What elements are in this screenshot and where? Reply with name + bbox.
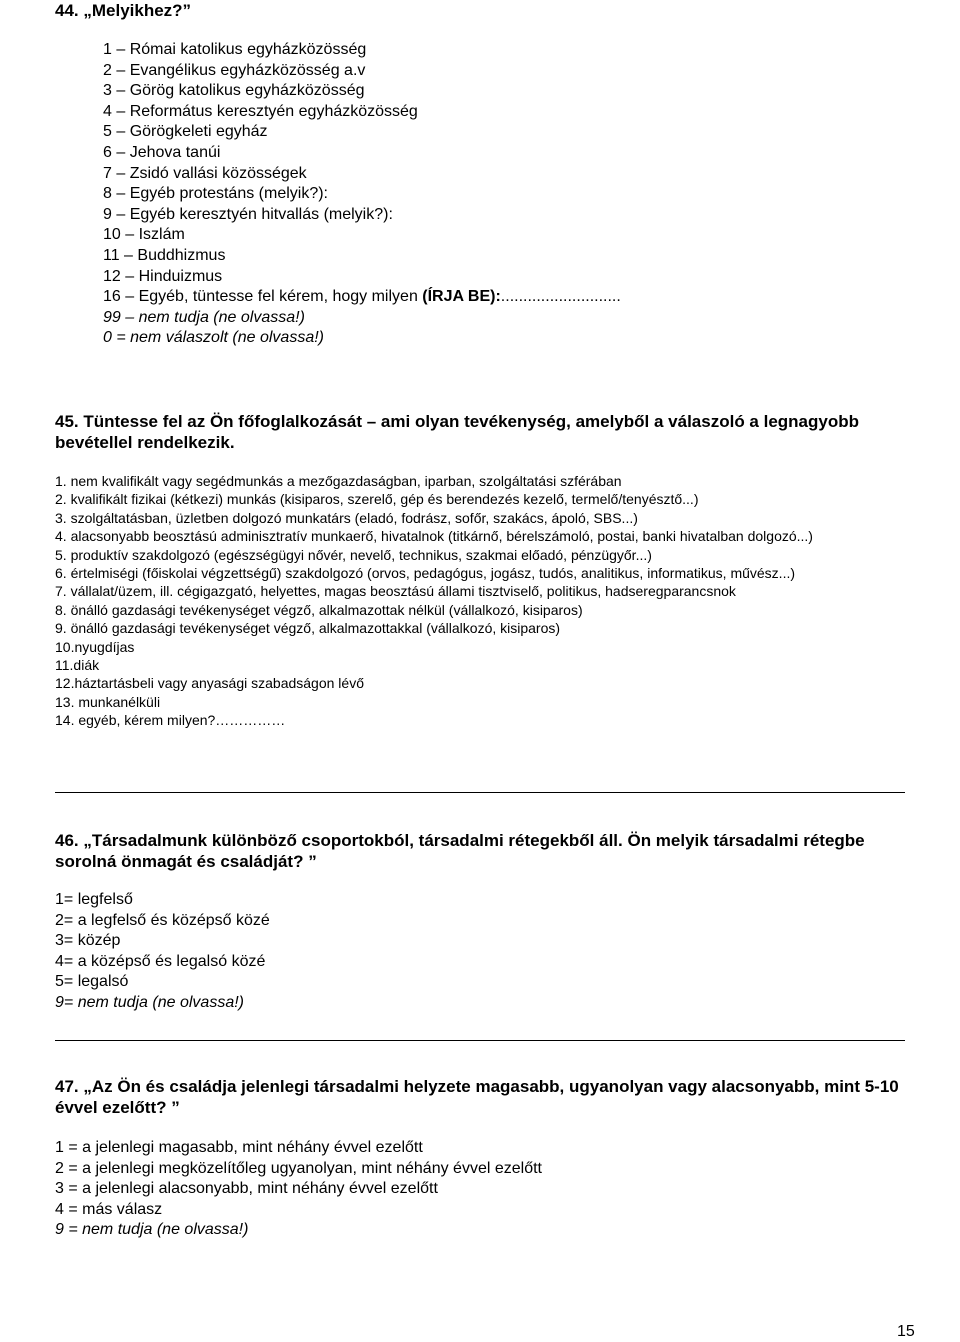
- section-divider: [55, 1040, 905, 1041]
- answer-option: 3. szolgáltatásban, üzletben dolgozó munkatárs (eladó, fodrász, sofőr, szakács, ápoló, SBS...): [55, 509, 638, 526]
- answer-option: 6 – Jehova tanúi: [103, 143, 221, 161]
- answer-option: 3= közép: [55, 932, 121, 950]
- write-in-dots: ...........................: [500, 288, 621, 306]
- answer-option: 13. munkanélküli: [55, 693, 161, 710]
- answer-option: 2= a legfelső és középső közé: [55, 911, 270, 929]
- answer-option: 4 = más válasz: [55, 1200, 163, 1218]
- section-divider: [55, 792, 905, 793]
- question-45-options: [55, 472, 900, 730]
- answer-option: 2 – Evangélikus egyházközösség a.v: [103, 61, 366, 79]
- answer-option: 10.nyugdíjas: [55, 638, 135, 655]
- answer-option: 1 = a jelenlegi magasabb, mint néhány évvel ezelőtt: [55, 1139, 423, 1156]
- answer-option: 7 – Zsidó vallási közösségek: [103, 164, 307, 182]
- answer-option: 6. értelmiségi (főiskolai végzettségű) szakdolgozó (orvos, pedagógus, jogász, tudós, analitikus, informatikus, művész...): [55, 565, 796, 582]
- page-number: 15: [897, 1323, 915, 1340]
- answer-option: 5= legalsó: [55, 973, 129, 991]
- answer-option-dont-know: 99 – nem tudja (ne olvassa!): [103, 308, 305, 326]
- question-47-title: 47. „Az Ön és családja jelenlegi társadalmi helyzete magasabb, ugyanolyan vagy alacsonyabb, mint 5-10 évvel ezelőtt? ”: [55, 1077, 899, 1117]
- question-46-title: 46. „Társadalmunk különböző csoportokból, társadalmi rétegekből áll. Ön melyik társadalmi rétegbe sorolná önmagát és családját? ”: [55, 831, 865, 871]
- answer-option: 11 – Buddhizmus: [103, 246, 226, 264]
- answer-option: 9. önálló gazdasági tevékenységet végző, alkalmazottakkal (vállalkozó, kisiparos): [55, 620, 561, 637]
- answer-option: 11.diák: [55, 657, 100, 674]
- answer-option: 1 – Római katolikus egyházközösség: [103, 41, 367, 58]
- answer-option: 3 – Görög katolikus egyházközösség: [103, 82, 365, 100]
- answer-option-other: [103, 287, 621, 308]
- answer-option: 1= legfelső: [55, 891, 133, 908]
- answer-option: 12 – Hinduizmus: [103, 267, 223, 285]
- answer-option-dont-know: 9= nem tudja (ne olvassa!): [55, 993, 244, 1011]
- answer-option: 2. kvalifikált fizikai (kétkezi) munkás (kisiparos, szerelő, gép és berendezés kezelő, termelő/tenyésztő...): [55, 491, 699, 508]
- answer-option: 4. alacsonyabb beosztású adminisztratív munkaerő, hivatalnok (titkárnő, bérelszámoló, postai, banki hivatalban dolgozó...): [55, 528, 813, 545]
- answer-option: 1. nem kvalifikált vagy segédmunkás a mezőgazdaságban, iparban, szolgáltatási szférában: [55, 473, 622, 489]
- answer-option: 7. vállalat/üzem, ill. cégigazgató, helyettes, magas beosztású állami tisztviselő, politikus, hadseregparancsnok: [55, 583, 736, 600]
- answer-option: 14. egyéb, kérem milyen?……………: [55, 712, 286, 729]
- question-47-options: [55, 1138, 542, 1241]
- answer-option-dont-know: 9 = nem tudja (ne olvassa!): [55, 1221, 249, 1239]
- answer-option-no-answer: 0 = nem válaszolt (ne olvassa!): [103, 329, 324, 347]
- answer-option: 4 – Református keresztyén egyházközösség: [103, 102, 418, 120]
- answer-option: 8 – Egyéb protestáns (melyik?):: [103, 185, 328, 203]
- answer-option: 8. önálló gazdasági tevékenységet végző, alkalmazottak nélkül (vállalkozó, kisiparos): [55, 601, 583, 618]
- answer-option: 4= a középső és legalsó közé: [55, 952, 266, 970]
- answer-option: 5. produktív szakdolgozó (egészségügyi nővér, nevelő, technikus, szakmai előadó, pénzügyőr...): [55, 546, 652, 563]
- answer-option: 10 – Iszlám: [103, 226, 185, 244]
- answer-option: 3 = a jelenlegi alacsonyabb, mint néhány évvel ezelőtt: [55, 1180, 438, 1198]
- question-44-title: 44. „Melyikhez?”: [55, 1, 192, 20]
- answer-option: 9 – Egyéb keresztyén hitvallás (melyik?):: [103, 205, 393, 223]
- answer-option: 2 = a jelenlegi megközelítőleg ugyanolyan, mint néhány évvel ezelőtt: [55, 1159, 542, 1177]
- answer-option: 12.háztartásbeli vagy anyasági szabadságon lévő: [55, 675, 364, 692]
- option-text: 16 – Egyéb, tüntesse fel kérem, hogy milyen: [103, 288, 423, 306]
- answer-option: 5 – Görögkeleti egyház: [103, 123, 268, 141]
- question-46-options: [55, 890, 270, 1014]
- question-44-options: [103, 40, 621, 349]
- question-45-title: 45. Tüntesse fel az Ön főfoglalkozását – ami olyan tevékenység, amelyből a válaszoló a legnagyobb bevétellel rendelkezik.: [55, 412, 859, 452]
- write-in-instruction: (ÍRJA BE):: [422, 288, 501, 306]
